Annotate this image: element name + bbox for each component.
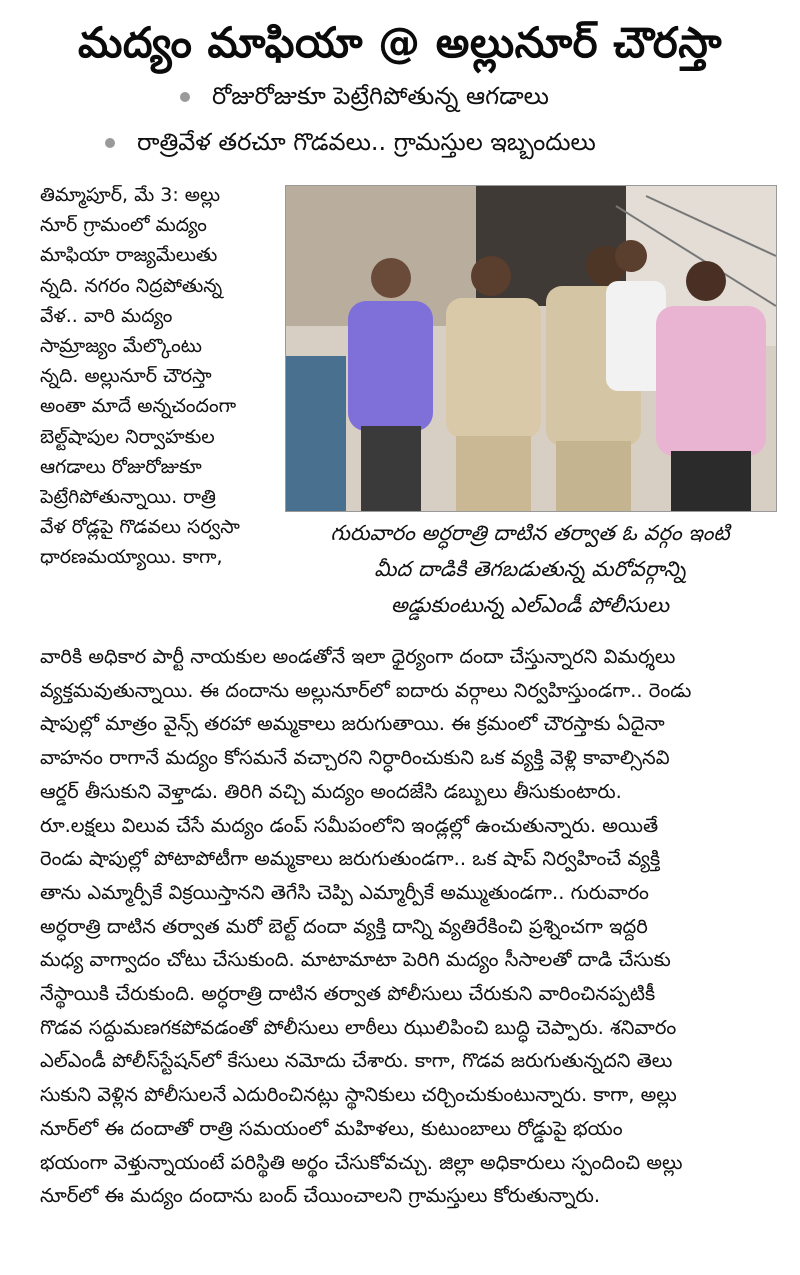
body-line: వాహనం రాగానే మద్యం కోసమనే వచ్చారని నిర్ధారించుకుని ఒక వ్యక్తి వెళ్లి కావాల్సినవి [40, 746, 670, 770]
column-line: ఆగడాలు రోజురోజుకూ [40, 455, 202, 478]
column-line: నూర్ గ్రామంలో మద్యం [40, 214, 207, 237]
column-line: ధారణమయ్యాయి. కాగా, [40, 546, 223, 569]
caption-line: అడ్డుకుంటున్న ఎల్ఎండీ పోలీసులు [390, 593, 670, 617]
body-line: గొడవ సద్దుమణగకపోవడంతో పోలీసులు లాఠీలు ఝులిపించి బుద్ధి చెప్పారు. శనివారం [40, 1015, 677, 1039]
body-line: అర్ధరాత్రి దాటిన తర్వాత మరో బెల్ట్ దందా వ్యక్తి దాన్ని వ్యతిరేకించి ప్రశ్నించగా ఇద్దరి [40, 914, 648, 938]
subhead-2-text: రాత్రివేళ తరచూ గొడవలు.. గ్రామస్తుల ఇబ్బందులు [137, 128, 596, 156]
column-line: న్నది. నగరం నిద్రపోతున్న [40, 274, 223, 297]
column-line: వేళ.. వారి మద్యం [40, 304, 173, 327]
article-body [40, 640, 780, 1213]
body-line: వ్యక్తమవుతున్నాయి. ఈ దందాను అల్లునూర్‌లో ఐదారు వర్గాలు నిర్వహిస్తుండగా.. రెండు [40, 678, 692, 702]
body-line: భయంగా వెళ్తున్నాయంటే పరిస్థితి అర్థం చేసుకోవచ్చు. జిల్లా అధికారులు స్పందించి అల్లు [40, 1150, 683, 1174]
body-line: షాపుల్లో మాత్రం వైన్స్ తరహా అమ్మకాలు జరుగుతాయి. ఈ క్రమంలో చౌరస్తాకు ఏదైనా [40, 712, 665, 736]
column-line: వేళ రోడ్లపై గొడవలు సర్వసా [40, 516, 240, 539]
body-line: సుకుని వెళ్లిన పోలీసులనే ఎదురించినట్లు స్థానికులు చర్చించుకుంటున్నారు. కాగా, అల్లు [40, 1083, 677, 1107]
column-line: తిమ్మాపూర్, మే 3: అల్లు [40, 184, 221, 206]
news-photo [285, 185, 777, 512]
body-line: మధ్య వాగ్వాదం చోటు చేసుకుంది. మాటామాటా పెరిగి మద్యం సీసాలతో దాడి చేసుకు [40, 948, 671, 972]
subhead-1-text: రోజురోజుకూ పెట్రేగిపోతున్న ఆగడాలు [212, 82, 549, 110]
caption-line: గురువారం అర్ధరాత్రి దాటిన తర్వాత ఓ వర్గం ఇంటి [330, 521, 730, 545]
body-line: తాను ఎమ్మార్పీకే విక్రయిస్తానని తెగేసి చెప్పి ఎమ్మార్పీకే అమ్ముతుండగా.. గురువారం [40, 880, 649, 904]
column-line: మాఫియా రాజ్యమేలుతు [40, 244, 218, 267]
subhead-1 [180, 82, 549, 116]
subhead-2 [105, 128, 596, 162]
body-line: వారికి అధికార పార్టీ నాయకుల అండతోనే ఇలా ధైర్యంగా దందా చేస్తున్నారని విమర్శలు [40, 645, 676, 668]
bullet-icon [180, 92, 190, 102]
body-line: రెండు షాపుల్లో పోటాపోటీగా అమ్మకాలు జరుగుతుండగా.. ఒక షాప్ నిర్వహించే వ్యక్తి [40, 847, 661, 871]
body-line: నూర్‌లో ఈ దందాతో రాత్రి సమయంలో మహిళలు, కుటుంబాలు రోడ్డుపై భయం [40, 1116, 623, 1140]
bullet-icon [105, 138, 115, 148]
photo-caption [285, 515, 775, 623]
column-line: అంతా మాదే అన్నచందంగా [40, 395, 237, 418]
body-line: నూర్‌లో ఈ మద్యం దందాను బంద్ చేయించాలని గ్రామస్తులు కోరుతున్నారు. [40, 1184, 601, 1208]
article-column [40, 180, 270, 573]
body-line: నేస్థాయికి చేరుకుంది. అర్ధరాత్రి దాటిన తర్వాత పోలీసులు చేరుకుని వారించినప్పటికీ [40, 982, 656, 1006]
headline: మద్యం మాఫియా @ అల్లునూర్ చౌరస్తా [77, 18, 723, 67]
body-line: ఆర్డర్ తీసుకుని వెళ్తాడు. తిరిగి వచ్చి మద్యం అందజేసి డబ్బులు తీసుకుంటారు. [40, 779, 622, 803]
body-line: రూ.లక్షలు విలువ చేసే మద్యం డంప్ సమీపంలోని ఇండ్లల్లో ఉంచుతున్నారు. అయితే [40, 813, 659, 837]
body-line: ఎల్ఎండీ పోలీస్‌స్టేషన్‌లో కేసులు నమోదు చేశారు. కాగా, గొడవ జరుగుతున్నదని తెలు [40, 1049, 673, 1073]
police-scene-illustration [286, 186, 776, 511]
column-line: బెల్ట్‌షాపుల నిర్వాహకుల [40, 425, 215, 448]
column-line: సామ్రాజ్యం మేల్కొంటు [40, 335, 202, 358]
column-line: న్నది. అల్లునూర్ చౌరస్తా [40, 365, 212, 388]
caption-line: మీద దాడికి తెగబడుతున్న మరోవర్గాన్ని [374, 557, 686, 581]
column-line: పెట్రేగిపోతున్నాయి. రాత్రి [40, 486, 216, 509]
